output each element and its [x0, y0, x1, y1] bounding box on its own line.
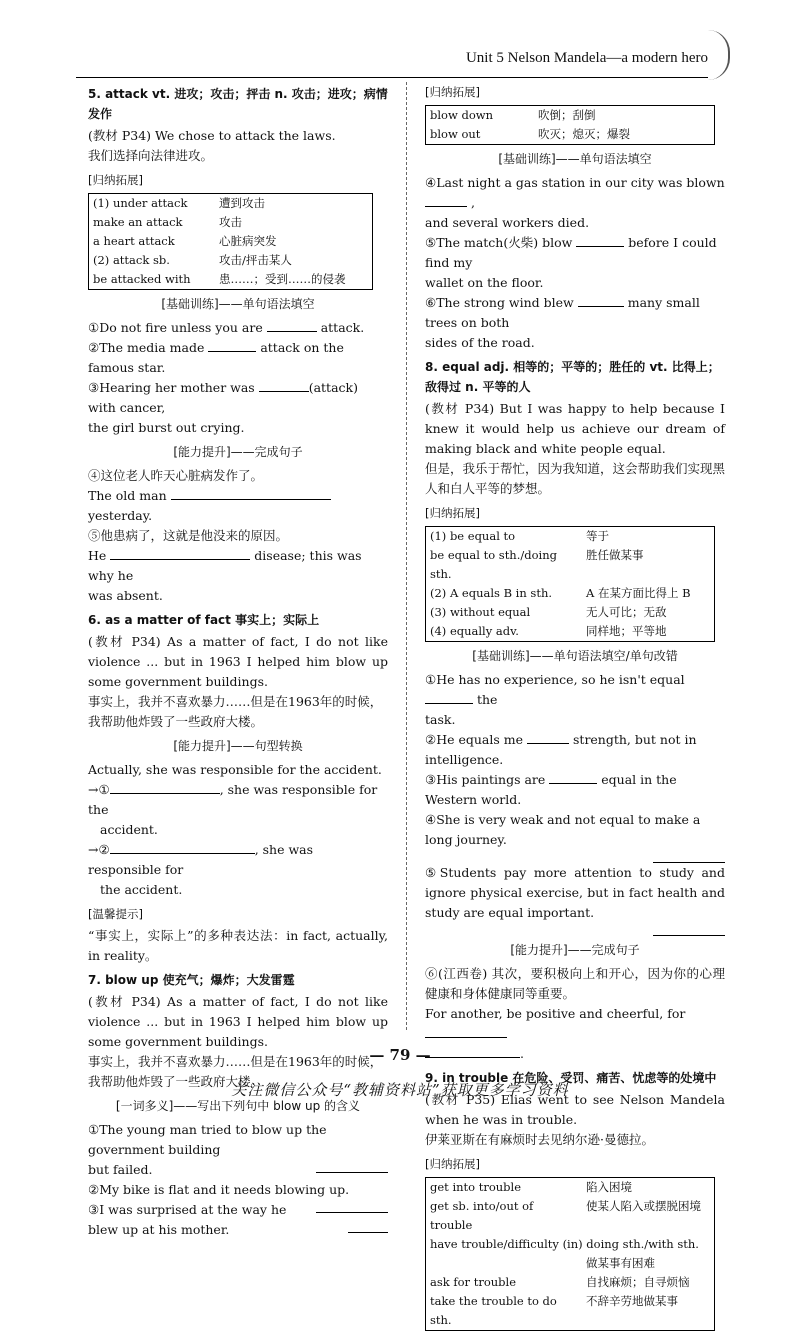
entry-6-tip-tag: [温馨提示]	[88, 907, 143, 921]
entry-5-expand-table	[88, 193, 373, 290]
table-row: have trouble/difficulty (in) doing sth./with sth.	[430, 1237, 699, 1251]
blow-q6: ⑥The strong wind blew many small trees on both	[425, 295, 700, 330]
q5-1: ①Do not fire unless you are attack.	[88, 320, 365, 335]
left-column	[88, 82, 388, 1240]
table-row: get into trouble 陷入困境	[430, 1180, 632, 1194]
q5-2: ②The media made attack on the famous star.	[88, 340, 344, 375]
multi-1: ①The young man tried to blow up the government building	[88, 1122, 327, 1157]
equal-q4: ④She is very weak and not equal to make a long journey.	[425, 812, 701, 847]
answer-blank[interactable]	[653, 850, 725, 863]
answer-blank[interactable]	[110, 781, 220, 794]
answer-blank[interactable]	[316, 1200, 388, 1213]
table-row: (2) A equals B in sth. A 在某方面比得上 B	[430, 586, 691, 600]
q5-4-en: The old man yesterday.	[88, 486, 388, 526]
q5-5-en: He disease; this was why he	[88, 548, 362, 583]
transform-1: →① , she was responsible for the	[88, 782, 378, 817]
equal-q1-cont: task.	[425, 712, 456, 727]
entry-9-expand-tag: [归纳拓展]	[425, 1157, 480, 1171]
table-row: (1) be equal to 等于	[430, 529, 609, 543]
q5-3: ③Hearing her mother was (attack) with cancer,	[88, 380, 358, 415]
q5-3-cont: the girl burst out crying.	[88, 420, 245, 435]
multi-3: ③I was surprised at the way he blew up at his mother.	[88, 1200, 388, 1240]
answer-blank[interactable]	[549, 771, 597, 784]
answer-blank[interactable]	[425, 691, 473, 704]
answer-blank[interactable]	[425, 1025, 507, 1038]
transform-2: →② , she was responsible for	[88, 842, 314, 877]
header-rule	[76, 77, 708, 78]
q5-5-zh: ⑤他患病了，这就是他没来的原因。	[88, 528, 289, 543]
entry-9-heading: 9. in trouble 在危险、受罚、痛苦、忧虑等的处境中	[425, 1071, 717, 1085]
column-divider	[406, 82, 407, 1030]
entry-8-basic-title: [基础训练]——单句语法填空/单句改错	[472, 649, 678, 663]
table-row: ask for trouble 自找麻烦；自寻烦恼	[430, 1275, 690, 1289]
entry-5-basic-title: [基础训练]——单句语法填空	[161, 297, 315, 311]
table-row: (2) attack sb. 攻击/抨击某人	[93, 253, 292, 267]
table-row: (3) without equal 无人可比；无敌	[430, 605, 667, 619]
blow-basic-title: [基础训练]——单句语法填空	[498, 152, 652, 166]
blow-q4-cont: and several workers died.	[425, 215, 590, 230]
footer-note: 关注微信公众号“教辅资料站”获取更多学习资料	[231, 1081, 569, 1099]
table-row: be attacked with 患……；受到……的侵袭	[93, 272, 346, 286]
transform-2-cont: the accident.	[100, 882, 183, 897]
multi-1-cont: but failed.	[88, 1160, 388, 1180]
entry-9-example-zh: 伊莱亚斯在有麻烦时去见纳尔逊·曼德拉。	[425, 1132, 654, 1147]
equal-q3: ③His paintings are equal in the Western world.	[425, 772, 677, 807]
entry-6-heading: 6. as a matter of fact 事实上；实际上	[88, 613, 320, 627]
table-row: (4) equally adv. 同样地；平等地	[430, 624, 667, 638]
entry-5-example-en: (教材 P34) We chose to attack the laws.	[88, 128, 336, 143]
equal-q6-line: .	[425, 1044, 725, 1064]
blow-q5-cont: wallet on the floor.	[425, 275, 544, 290]
entry-5-example-zh: 我们选择向法律进攻。	[88, 148, 214, 163]
table-row: blow down 吹倒；刮倒	[430, 108, 596, 122]
blow-expand-tag: [归纳拓展]	[425, 85, 480, 99]
entry-8-expand-table	[425, 526, 715, 642]
table-row: make an attack 攻击	[93, 215, 242, 229]
answer-blank[interactable]	[348, 1220, 388, 1233]
answer-blank[interactable]	[653, 923, 725, 936]
entry-6-ability-title: [能力提升]——句型转换	[173, 739, 303, 753]
equal-q6-en: For another, be positive and cheerful, for	[425, 1004, 725, 1044]
answer-blank[interactable]	[425, 194, 467, 207]
header-curve-decoration	[708, 30, 730, 80]
answer-blank[interactable]	[316, 1160, 388, 1173]
entry-8-heading: 8. equal adj. 相等的；平等的；胜任的 vt. 比得上；敌得过 n. 平等的人	[425, 360, 720, 394]
blow-q6-cont: sides of the road.	[425, 335, 535, 350]
answer-blank[interactable]	[578, 294, 624, 307]
answer-blank[interactable]	[267, 319, 317, 332]
entry-7-multi-title: [一词多义]——写出下列句中 blow up 的含义	[115, 1099, 361, 1113]
table-row: a heart attack 心脏病突发	[93, 234, 277, 248]
equal-q2: ②He equals me strength, but not in intelligence.	[425, 732, 697, 767]
table-row: (1) under attack 遭到攻击	[93, 196, 265, 210]
table-row: get sb. into/out of trouble 使某人陷入或摆脱困境	[430, 1199, 701, 1232]
table-row: 做某事有困难	[586, 1256, 655, 1270]
entry-8-example-en: (教材 P34) But I was happy to help because I knew it would help us achieve our dream of making black and white people equal.	[425, 401, 725, 456]
q5-5-cont: was absent.	[88, 588, 163, 603]
q5-4-zh: ④这位老人昨天心脏病发作了。	[88, 468, 264, 483]
entry-8-example-zh: 但是，我乐于帮忙，因为我知道，这会帮助我们实现黑人和白人平等的梦想。	[425, 461, 726, 496]
multi-2: ②My bike is flat and it needs blowing up.	[88, 1180, 388, 1200]
entry-6-example-en: (教材 P34) As a matter of fact, I do not like violence ... but in 1963 I helped him blow up some government buildings.	[88, 634, 388, 689]
entry-5-ability-title: [能力提升]——完成句子	[173, 445, 303, 459]
answer-blank[interactable]	[171, 487, 331, 500]
right-column	[425, 82, 725, 1334]
entry-8-expand-tag: [归纳拓展]	[425, 506, 480, 520]
blow-expand-table	[425, 105, 715, 145]
entry-6-tip: “事实上，实际上”的多种表达法：in fact, actually, in reality。	[88, 928, 388, 963]
entry-8-ability-title: [能力提升]——完成句子	[510, 943, 640, 957]
entry-7-example-en: (教材 P34) As a matter of fact, I do not like violence ... but in 1963 I helped him blow up some government buildings.	[88, 994, 388, 1049]
answer-blank[interactable]	[110, 547, 250, 560]
entry-6-source-sentence: Actually, she was responsible for the accident.	[88, 762, 382, 777]
equal-q6-zh: ⑥(江西卷) 其次，要积极向上和开心，因为你的心理健康和身体健康同等重要。	[425, 966, 725, 1001]
answer-blank[interactable]	[110, 841, 255, 854]
unit-title: Unit 5 Nelson Mandela—a modern hero	[465, 50, 708, 66]
blow-q4: ④Last night a gas station in our city was blown ,	[425, 175, 725, 210]
table-row: take the trouble to do sth. 不辞辛劳地做某事	[430, 1294, 678, 1327]
table-row: blow out 吹灭；熄灭；爆裂	[430, 127, 630, 141]
equal-q1: ①He has no experience, so he isn't equal the	[425, 672, 685, 707]
page-header	[0, 0, 800, 80]
equal-q5: ⑤Students pay more attention to study and ignore physical exercise, but in fact health and study are equal important.	[425, 865, 725, 920]
answer-blank[interactable]	[576, 234, 624, 247]
entry-5-heading: 5. attack vt. 进攻；攻击；抨击 n. 攻击；进攻；病情发作	[88, 87, 388, 121]
answer-blank[interactable]	[208, 339, 256, 352]
entry-7-example-zh: 事实上，我并不喜欢暴力……但是在1963年的时候，我帮助他炸毁了一些政府大楼。	[88, 1054, 383, 1089]
entry-7-heading: 7. blow up 使充气；爆炸；大发雷霆	[88, 973, 295, 987]
entry-9-example-en: (教材 P35) Elias went to see Nelson Mandela when he was in trouble.	[425, 1092, 725, 1127]
blow-q5: ⑤The match(火柴) blow before I could find my	[425, 235, 717, 270]
answer-blank[interactable]	[527, 731, 569, 744]
entry-9-expand-table	[425, 1177, 715, 1331]
page-number: — 79 —	[369, 1046, 431, 1064]
answer-blank[interactable]	[259, 379, 309, 392]
entry-5-expand-tag: [归纳拓展]	[88, 173, 143, 187]
entry-6-example-zh: 事实上，我并不喜欢暴力……但是在1963年的时候，我帮助他炸毁了一些政府大楼。	[88, 694, 383, 729]
transform-1-cont: accident.	[100, 822, 158, 837]
table-row: be equal to sth./doing sth. 胜任做某事	[430, 548, 644, 581]
